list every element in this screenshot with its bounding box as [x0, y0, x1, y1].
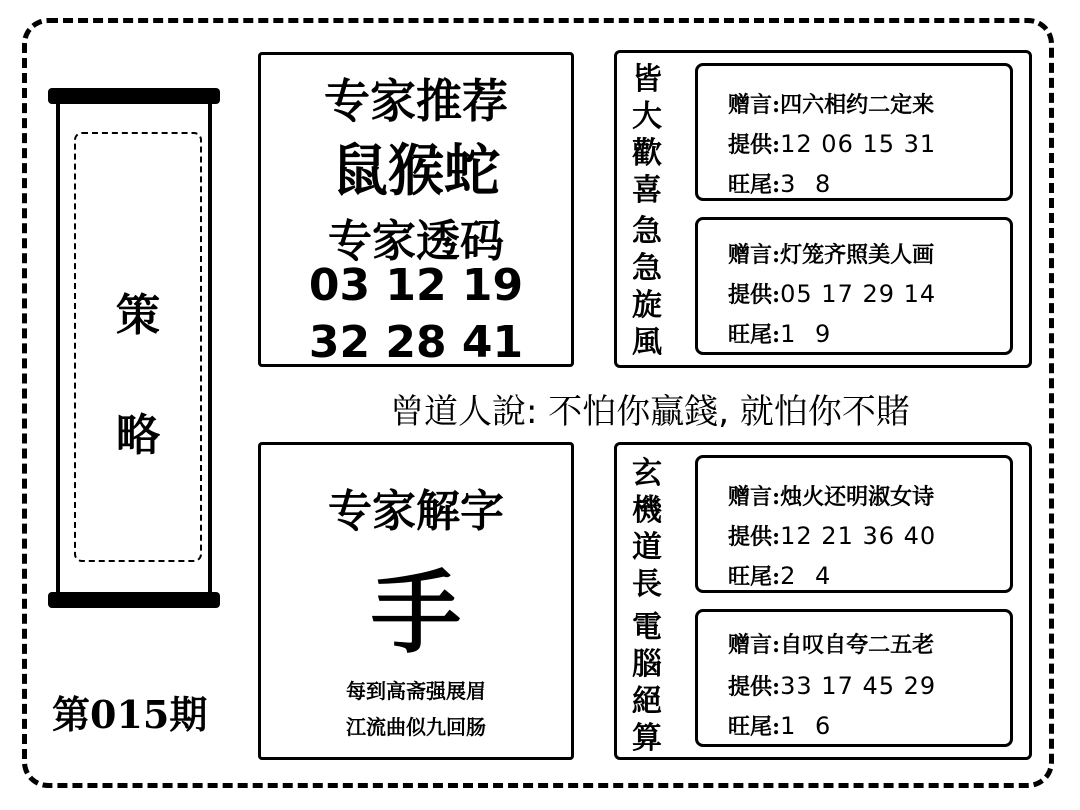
strategy-scroll — [48, 88, 220, 608]
expert-word-box — [258, 442, 574, 760]
gift-text: 灯笼齐照美人画 — [780, 242, 935, 268]
gift-line — [728, 238, 934, 269]
scroll-bottom-rod — [48, 592, 220, 608]
recommended-zodiacs: 鼠猴蛇 — [332, 138, 500, 204]
expert-recommend-title: 专家推荐 — [324, 74, 508, 128]
offer-line — [728, 670, 936, 701]
offer-numbers: 05 17 29 14 — [780, 280, 937, 308]
panel-title-2-char: 急 — [632, 214, 662, 249]
tail-line — [728, 318, 836, 349]
tail-value: 3 8 — [780, 170, 837, 198]
slogan: 曾道人說: 不怕你贏錢, 就怕你不賭 — [390, 392, 910, 432]
expert-recommend-box — [258, 52, 574, 367]
panel-title-2-char: 急 — [632, 251, 662, 286]
tail-label: 旺尾: — [728, 714, 781, 740]
tail-line — [728, 560, 836, 591]
offer-label: 提供: — [728, 674, 781, 700]
panel-title-3-char: 道 — [632, 530, 662, 565]
tip-card-1 — [695, 63, 1013, 201]
expert-word-character: 手 — [371, 560, 461, 666]
scroll-title-bottom: 略 — [116, 410, 160, 461]
tips-panel-bottom — [614, 442, 1032, 760]
tail-value: 2 4 — [780, 562, 837, 590]
tail-line — [728, 710, 836, 741]
panel-title-3 — [627, 455, 667, 603]
gift-text: 烛火还明淑女诗 — [780, 484, 935, 510]
scroll-pattern-border — [74, 132, 202, 562]
panel-title-1 — [627, 61, 667, 209]
gift-text: 四六相约二定来 — [780, 92, 935, 118]
tip-card-3 — [695, 455, 1013, 593]
poem-line-2: 江流曲似九回肠 — [346, 715, 486, 739]
offer-label: 提供: — [728, 282, 781, 308]
gift-text: 自叹自夸二五老 — [780, 632, 935, 658]
tips-panel-top — [614, 50, 1032, 368]
expert-word-title: 专家解字 — [328, 486, 504, 537]
panel-title-4-char: 算 — [632, 721, 662, 756]
issue-number: 第015期 — [52, 692, 208, 737]
gift-label: 赠言: — [728, 92, 781, 118]
tail-label: 旺尾: — [728, 322, 781, 348]
tail-value: 1 9 — [780, 320, 837, 348]
offer-numbers: 12 06 15 31 — [780, 130, 937, 158]
gift-label: 赠言: — [728, 632, 781, 658]
gift-line — [728, 480, 934, 511]
expert-code-line-1: 03 12 19 — [308, 260, 524, 311]
tip-card-2 — [695, 217, 1013, 355]
panel-title-2-char: 旋 — [632, 288, 662, 323]
panel-title-2-char: 風 — [632, 325, 662, 360]
gift-label: 赠言: — [728, 484, 781, 510]
scroll-paper — [56, 102, 212, 594]
panel-title-1-char: 歡 — [632, 136, 662, 171]
offer-label: 提供: — [728, 132, 781, 158]
panel-title-1-char: 大 — [632, 99, 662, 134]
tail-line — [728, 168, 836, 199]
panel-title-3-char: 機 — [632, 493, 662, 528]
scroll-title-top: 策 — [116, 290, 160, 341]
panel-title-4 — [627, 609, 667, 757]
gift-line — [728, 88, 934, 119]
expert-code-line-2: 32 28 41 — [308, 317, 524, 368]
offer-line — [728, 278, 936, 309]
panel-title-3-char: 長 — [632, 567, 662, 602]
panel-title-1-char: 皆 — [632, 62, 662, 97]
panel-title-3-char: 玄 — [632, 456, 662, 491]
panel-title-4-char: 腦 — [632, 647, 662, 682]
offer-line — [728, 520, 936, 551]
tail-value: 1 6 — [780, 712, 837, 740]
panel-title-4-char: 電 — [632, 610, 662, 645]
offer-numbers: 33 17 45 29 — [780, 672, 937, 700]
gift-line — [728, 628, 934, 659]
panel-title-1-char: 喜 — [632, 173, 662, 208]
panel-title-2 — [627, 213, 667, 361]
offer-line — [728, 128, 936, 159]
expert-code-title: 专家透码 — [328, 216, 504, 267]
tail-label: 旺尾: — [728, 564, 781, 590]
gift-label: 赠言: — [728, 242, 781, 268]
offer-label: 提供: — [728, 524, 781, 550]
poem-line-1: 每到高斋强展眉 — [346, 679, 486, 703]
offer-numbers: 12 21 36 40 — [780, 522, 937, 550]
tail-label: 旺尾: — [728, 172, 781, 198]
tip-card-4 — [695, 609, 1013, 747]
panel-title-4-char: 絕 — [632, 684, 662, 719]
